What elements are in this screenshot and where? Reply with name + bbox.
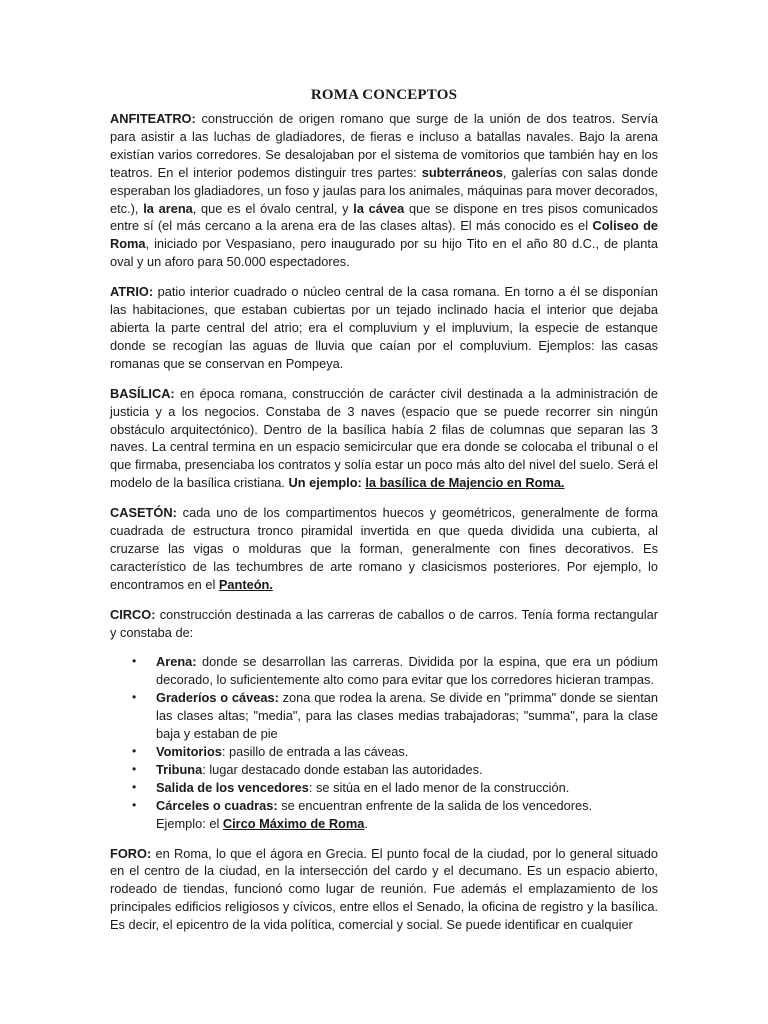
list-item [110,797,658,815]
link-basilica-majencio[interactable]: la basílica de Majencio en Roma. [365,475,565,491]
bold-cavea: la cávea [353,200,405,216]
bullet-icon: • [132,654,137,669]
entry-text: patio interior cuadrado o núcleo central de la casa romana. En torno a él se disponían las habitaciones, que estaban cubiertas por un tejado inclinado hacia el interior que dejaba abierta la parte central del atrio; era el compluvium y el impluvium, la especie de estanque donde se recogían las aguas de lluvia que caían por el compluvium. Ejemplos: las casas romanas que se conservan en Pompeya. [110,284,658,371]
circo-parts-list [110,653,658,814]
term-basilica: BASÍLICA: [110,385,175,401]
bold-un-ejemplo: Un ejemplo [288,475,358,491]
list-item-term: Vomitorios [156,744,222,759]
bullet-icon: • [132,744,137,758]
list-item-text: : pasillo de entrada a las cáveas. [221,744,409,759]
term-atrio: ATRIO: [110,284,154,300]
entry-anfiteatro [110,110,658,271]
bold-coliseo: Coliseo de Roma [110,218,659,252]
bullet-icon: • [132,690,137,705]
list-item [110,779,658,797]
list-item-text: zona que rodea la arena. Se divide en "primma" donde se sientan las clases altas; "media", para las clases medias trabajadoras; "summa", para la clase baja y estaban de pie [156,690,658,742]
list-item-text: donde se desarrollan las carreras. Dividida por la espina, que era un pódium decorado, lo suficientemente alto como para evitar que los corredores hicieran trampas. [156,654,658,688]
list-item [110,743,658,761]
entry-text: cada uno de los compartimentos huecos y geométricos, generalmente de forma cuadrada de estructura tronco piramidal invertida en que queda dividida una cubierta, al cruzarse las vigas o molduras que la forman, generalmente con fines decorativos. Es característico de las techumbres de arte romano y clasicismos posteriores. Por ejemplo, lo encontramos en el [110,505,658,592]
list-item-text: : se sitúa en el lado menor de la construcción. [308,779,570,795]
link-panteon[interactable]: Panteón. [218,576,273,592]
example-prefix: Ejemplo: el [156,815,223,831]
term-caseton: CASETÓN: [110,505,177,521]
entry-foro [110,845,658,935]
list-item-term: Tribuna [156,761,203,777]
example-suffix: . [364,815,368,831]
entry-text: construcción destinada a las carreras de caballos o de carros. Tenía forma rectangular y constaba de: [110,606,658,640]
list-item [110,761,658,779]
list-item-text: se encuentran enfrente de la salida de los vencedores. [277,797,593,813]
term-anfiteatro: ANFITEATRO: [110,111,196,126]
entry-text: , galerías con salas donde esperaban los gladiadores, un foso y jaulas para los animales, máquinas para mover decorados, etc.), [110,164,658,216]
entry-caseton [110,504,658,594]
bullet-icon: • [132,797,137,812]
document-title: ROMA CONCEPTOS [310,87,458,103]
entry-text: , iniciado por Vespasiano, pero inaugurado por su hijo Tito en el año 80 d.C., de planta oval y un aforo para 50.000 espectadores. [110,236,658,270]
bullet-icon: • [132,761,137,776]
list-item-term: Arena: [156,654,197,670]
bullet-icon: • [132,779,137,794]
term-foro: FORO: [110,845,152,861]
list-item [110,653,658,689]
entry-text: que se dispone en tres pisos comunicados entre sí (el más cercano a la arena era de las clases altas). El más conocido es el [110,200,658,234]
link-circo-maximo[interactable]: Circo Máximo de Roma [222,815,365,831]
bold-subterraneos: subterráneos [421,164,503,180]
list-item-term: Salida de los vencedores [156,779,309,795]
entry-atrio [110,283,658,373]
bold-arena: la arena [143,200,193,216]
entry-basilica [110,385,658,492]
list-item-term: Graderíos o cáveas: [156,690,279,706]
list-item [110,689,658,743]
entry-text: en Roma, lo que el ágora en Grecia. El punto focal de la ciudad, por lo general situado en el centro de la ciudad, en la intersección del cardo y el decumano. Es un espacio abierto, rodeado de tiendas, funcionó como lugar de reunión. Fue además el emplazamiento de los principales edificios religiosos y cívicos, entre ellos el Senado, la oficina de registro y la basílica. Es decir, el epicentro de la vida política, comercial y social. Se puede identificar en cualquier [110,845,658,933]
entry-circo [110,606,658,642]
entry-text: en época romana, construcción de carácter civil destinada a la administración de justicia y a los negocios. Constaba de 3 naves (espacio que se puede recorrer sin ningún obstáculo arquitectónico). Dentro de la basílica había 2 filas de columnas que separan las 3 naves. La central termina en un espacio semicircular que era donde se colocaba el tribunal o el que firmaba, presenciaba los contratos y solía estar un poco más alto del nivel del suelo. Será el modelo de la basílica cristiana. [110,385,658,491]
circo-example [110,815,658,833]
list-item-text: : lugar destacado donde estaban las autoridades. [202,761,483,777]
entry-text: construcción de origen romano que surge de la unión de dos teatros. Servía para asistir a las luchas de gladiadores, de fieras e incluso a batallas navales. Bajo la arena existían varios corredores. Se desalojaban por el sistema de vomitorios que también hay en los teatros. En el interior podemos distinguir tres partes: [110,111,658,180]
entry-text: : [357,475,366,491]
list-item-term: Cárceles o cuadras: [156,797,278,813]
term-circo: CIRCO: [110,606,156,622]
entry-text: , que es el óvalo central, y [192,200,354,216]
